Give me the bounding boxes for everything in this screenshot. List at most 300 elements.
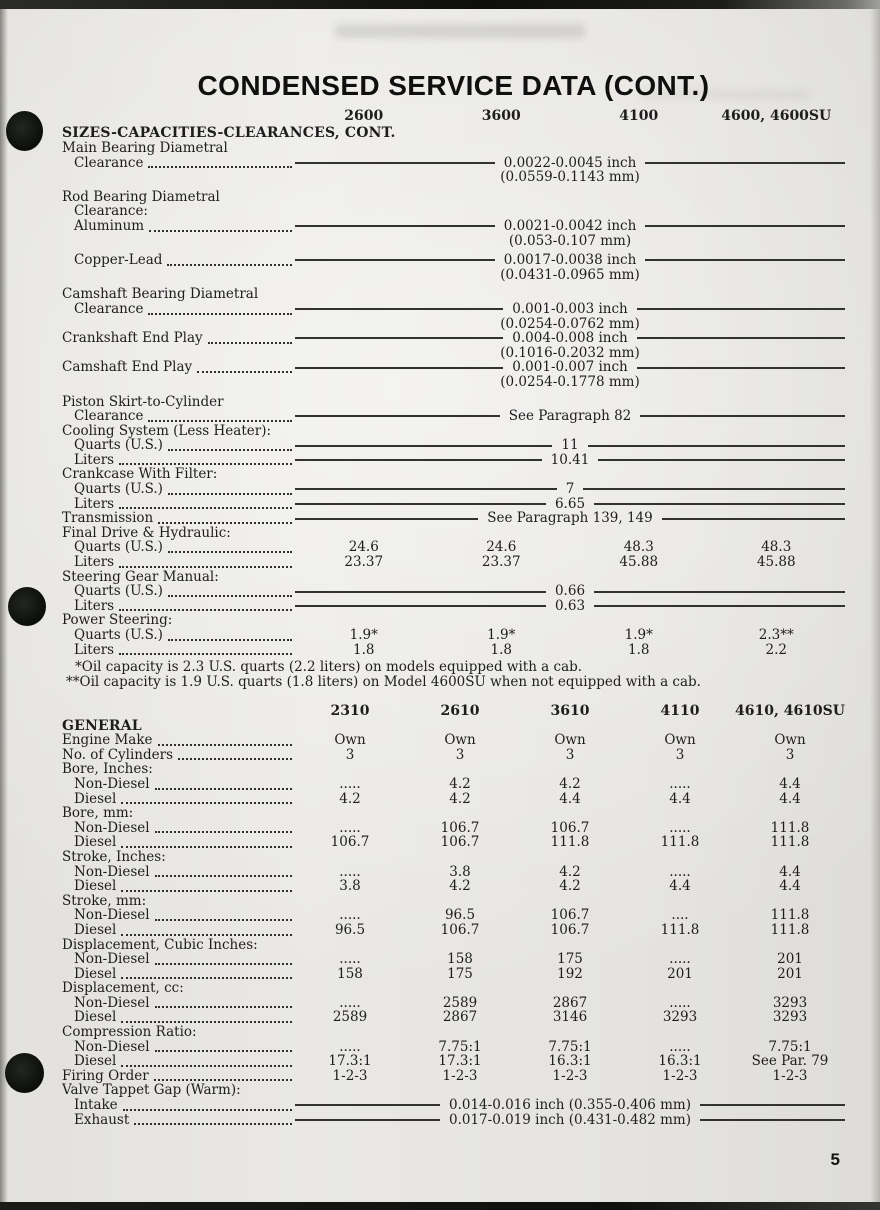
span-value-line	[295, 1113, 845, 1128]
row-label: Piston Skirt-to-Cylinder	[62, 393, 224, 410]
row-label: Non-Diesel	[74, 775, 150, 792]
header-spacer	[62, 108, 295, 124]
row-label-cell	[62, 643, 295, 658]
row-values	[295, 253, 845, 282]
cell-value: 111.8	[770, 921, 810, 938]
row-label: Diesel	[74, 921, 117, 938]
row-label: Quarts (U.S.)	[74, 583, 163, 600]
row-label-cell	[62, 555, 295, 570]
cell-value: 158	[447, 951, 473, 968]
row-label: Clearance	[74, 154, 144, 171]
row-label-cell	[62, 467, 295, 482]
span-rule	[700, 1104, 845, 1106]
row-label: Liters	[74, 597, 115, 614]
span-value: See Paragraph 82	[508, 408, 632, 425]
cell-value: .....	[339, 1038, 361, 1055]
dot-leader	[155, 919, 292, 921]
row-label: Non-Diesel	[74, 994, 150, 1011]
row-label-cell	[62, 923, 295, 938]
row-label-cell	[62, 1083, 295, 1098]
cell-value: 158	[337, 965, 363, 982]
row-label: Exhaust	[74, 1111, 130, 1128]
cell-value: 3293	[662, 1009, 698, 1026]
row-values	[295, 599, 845, 614]
row-label-cell	[62, 1113, 295, 1128]
column-header: 2310	[330, 702, 370, 719]
table-body	[62, 141, 845, 657]
table-row	[62, 511, 845, 526]
span-rule	[295, 518, 478, 520]
hole-punch	[6, 111, 43, 151]
cell-value: 1.9*	[624, 627, 653, 643]
table-row	[62, 156, 845, 185]
span-rule	[295, 1119, 440, 1121]
table-row	[62, 938, 845, 953]
column-header-row	[62, 108, 845, 124]
cell-value: 2867	[552, 994, 588, 1011]
dot-leader	[155, 831, 292, 833]
table-row	[62, 204, 845, 219]
column-header-row	[62, 703, 845, 719]
span-rule	[637, 367, 845, 369]
cell-value: Own	[444, 732, 476, 749]
span-rule	[598, 459, 845, 461]
span-rule	[700, 1119, 845, 1121]
row-label-cell	[62, 482, 295, 497]
row-label: Camshaft End Play	[62, 359, 193, 376]
row-label-cell	[62, 908, 295, 923]
row-values	[295, 996, 845, 1011]
table-row	[62, 967, 845, 982]
cell-value: 4.2	[449, 790, 471, 807]
table-row	[62, 287, 845, 302]
cell-value: 45.88	[756, 554, 796, 571]
span-rule	[594, 591, 845, 593]
cell-value: 1.8	[490, 641, 512, 658]
row-label: Cooling System (Less Heater):	[62, 422, 272, 439]
row-values	[295, 156, 845, 185]
span-value: 0.0017-0.0038 inch	[503, 252, 637, 269]
cell-value: 2867	[442, 1009, 478, 1026]
table-row	[62, 894, 845, 909]
dot-leader	[168, 493, 292, 495]
cell-value: 4.4	[559, 790, 581, 807]
dot-leader	[148, 166, 292, 168]
span-rule	[295, 162, 495, 164]
cell-value: .....	[339, 907, 361, 924]
footnote: *Oil capacity is 2.3 U.S. quarts (2.2 liters) on models equipped with a cab.	[75, 659, 583, 676]
row-values	[295, 1069, 845, 1084]
cell-value: 4.4	[779, 790, 801, 807]
row-values	[295, 511, 845, 526]
dot-leader	[155, 788, 292, 790]
cell-value: 1.9*	[349, 627, 378, 643]
table-row	[62, 453, 845, 468]
scan-edge-bottom	[0, 1202, 880, 1210]
cell-value: 106.7	[550, 921, 590, 938]
span-value: 0.017-0.019 inch (0.431-0.482 mm)	[449, 1111, 691, 1128]
table-row	[62, 628, 845, 643]
row-values	[295, 1098, 845, 1113]
table-row	[62, 1113, 845, 1128]
cell-value: 3146	[552, 1009, 588, 1026]
cell-value: 4.2	[449, 775, 471, 792]
cell-value: 48.3	[761, 539, 792, 556]
span-value: 11	[561, 437, 579, 454]
table-row	[62, 438, 845, 453]
row-values	[295, 923, 845, 938]
row-label: Quarts (U.S.)	[74, 539, 163, 556]
cell-value: 4.4	[779, 775, 801, 792]
row-label-cell	[62, 865, 295, 880]
table-row	[62, 1025, 845, 1040]
span-value: 0.0021-0.0042 inch	[503, 217, 637, 234]
row-label: Main Bearing Diametral	[62, 140, 228, 156]
dot-leader	[168, 551, 292, 553]
cell-value: 24.6	[486, 539, 517, 556]
column-header: 4100	[619, 108, 659, 124]
cell-value: 3	[675, 746, 685, 763]
column-header: 4610, 4610SU	[735, 702, 845, 719]
span-rule	[295, 1104, 440, 1106]
dot-leader	[155, 1050, 292, 1052]
table-row	[62, 923, 845, 938]
row-label-cell	[62, 967, 295, 982]
row-label: Rod Bearing Diametral	[62, 188, 220, 205]
span-value-line	[295, 302, 845, 317]
cell-value: 175	[557, 951, 583, 968]
row-values	[295, 865, 845, 880]
cell-value: 3	[565, 746, 575, 763]
metric-value: (0.0254-0.1778 mm)	[500, 373, 640, 390]
cell-value: 111.8	[550, 834, 590, 851]
cell-value: .....	[339, 819, 361, 836]
table-general	[62, 703, 845, 1128]
cell-value: 4.2	[559, 878, 581, 895]
row-label: Crankcase With Filter:	[62, 466, 218, 483]
row-label-cell	[62, 599, 295, 614]
cell-value: 7.75:1	[548, 1038, 592, 1055]
table-row	[62, 952, 845, 967]
table-row	[62, 613, 845, 628]
row-label: Non-Diesel	[74, 819, 150, 836]
cell-value: .....	[669, 775, 691, 792]
span-rule	[295, 367, 503, 369]
row-label-cell	[62, 302, 295, 317]
metric-value: (0.0431-0.0965 mm)	[500, 266, 640, 283]
row-label: Steering Gear Manual:	[62, 568, 219, 585]
metric-value: (0.0559-0.1143 mm)	[500, 169, 640, 186]
column-header: 2600	[344, 108, 384, 124]
row-label-cell	[62, 204, 295, 219]
dot-leader	[121, 890, 292, 892]
span-rule	[645, 225, 845, 227]
dot-leader	[155, 1006, 292, 1008]
row-label-cell	[62, 409, 295, 424]
row-label-cell	[62, 1025, 295, 1040]
table-row	[62, 996, 845, 1011]
row-label-cell	[62, 156, 295, 171]
footnotes	[62, 660, 845, 690]
row-label-cell	[62, 360, 295, 375]
table-row	[62, 806, 845, 821]
cell-value: 1-2-3	[772, 1067, 808, 1084]
dot-leader	[168, 595, 292, 597]
cell-value: 192	[557, 965, 583, 982]
span-value-line	[295, 438, 845, 453]
row-label: Diesel	[74, 790, 117, 807]
hole-punch	[5, 1053, 44, 1093]
cell-value: 4.4	[779, 878, 801, 895]
span-value: 0.63	[554, 597, 586, 614]
row-values	[295, 453, 845, 468]
dot-leader	[123, 1109, 292, 1111]
row-values	[295, 748, 845, 763]
span-value: See Paragraph 139, 149	[487, 510, 653, 527]
dot-leader	[148, 313, 292, 315]
table-row	[62, 253, 845, 282]
table-row	[62, 865, 845, 880]
table-row	[62, 482, 845, 497]
cell-value: 106.7	[550, 907, 590, 924]
table-row	[62, 395, 845, 410]
row-label-cell	[62, 733, 295, 748]
cell-value: ....	[671, 907, 689, 924]
row-label-cell	[62, 981, 295, 996]
span-rule	[295, 225, 495, 227]
metric-value: (0.1016-0.2032 mm)	[500, 344, 640, 361]
cell-value: 106.7	[440, 819, 480, 836]
row-label: Crankshaft End Play	[62, 330, 203, 347]
cell-value: 96.5	[444, 907, 476, 924]
row-label-cell	[62, 613, 295, 628]
row-label-cell	[62, 511, 295, 526]
cell-value: 17.3:1	[438, 1053, 482, 1070]
row-label: Stroke, Inches:	[62, 848, 166, 865]
table-row	[62, 835, 845, 850]
span-value-line	[295, 1098, 845, 1113]
cell-value: 23.37	[481, 554, 521, 571]
span-rule	[295, 445, 552, 447]
row-values	[295, 331, 845, 360]
span-rule	[295, 308, 503, 310]
cell-value: 2.2	[765, 641, 787, 658]
row-label: Diesel	[74, 878, 117, 895]
row-label: Diesel	[74, 965, 117, 982]
dot-leader	[158, 744, 292, 746]
span-rule	[594, 503, 845, 505]
row-values	[295, 733, 845, 748]
table-row	[62, 792, 845, 807]
span-value-line	[295, 497, 845, 512]
span-value-line	[295, 253, 845, 268]
table-row	[62, 643, 845, 658]
cell-value: 3	[785, 746, 795, 763]
span-rule	[295, 503, 546, 505]
cell-value: 106.7	[440, 921, 480, 938]
dot-leader	[178, 758, 292, 760]
span-rule	[662, 518, 845, 520]
table-row	[62, 1010, 845, 1025]
table-row	[62, 733, 845, 748]
dot-leader	[119, 566, 292, 568]
table-row	[62, 762, 845, 777]
span-rule	[588, 445, 845, 447]
header-spacer	[62, 703, 295, 719]
cell-value: 201	[667, 965, 693, 982]
cell-value: 111.8	[660, 834, 700, 851]
table-row	[62, 526, 845, 541]
footnote: **Oil capacity is 1.9 U.S. quarts (1.8 liters) on Model 4600SU when not equipped with a cab.	[66, 674, 701, 691]
row-values	[295, 540, 845, 555]
row-label: Displacement, cc:	[62, 980, 184, 997]
span-value: 0.001-0.007 inch	[512, 359, 628, 376]
table-row	[62, 302, 845, 331]
table-row	[62, 777, 845, 792]
span-value-line	[295, 584, 845, 599]
table-row	[62, 821, 845, 836]
row-label-cell	[62, 395, 295, 410]
row-label-cell	[62, 1010, 295, 1025]
cell-value: 1.8	[628, 641, 650, 658]
row-values	[295, 360, 845, 389]
cell-value: Own	[774, 732, 806, 749]
row-label-cell	[62, 141, 295, 156]
row-label: Final Drive & Hydraulic:	[62, 524, 231, 541]
cell-value: 3	[345, 746, 355, 763]
span-value-line	[295, 599, 845, 614]
row-label-cell	[62, 938, 295, 953]
table-row	[62, 331, 845, 360]
row-label-cell	[62, 806, 295, 821]
column-header: 4110	[660, 702, 700, 719]
span-rule	[295, 591, 546, 593]
cell-value: 4.2	[559, 775, 581, 792]
row-label-cell	[62, 219, 295, 234]
cell-value: 45.88	[619, 554, 659, 571]
span-rule	[295, 259, 495, 261]
span-value: 0.014-0.016 inch (0.355-0.406 mm)	[449, 1097, 691, 1114]
span-rule	[637, 337, 845, 339]
column-headers	[295, 703, 845, 719]
cell-value: 3	[455, 746, 465, 763]
cell-value: 3.8	[449, 863, 471, 880]
row-label-cell	[62, 850, 295, 865]
cell-value: 4.2	[559, 863, 581, 880]
row-label-cell	[62, 584, 295, 599]
dot-leader	[121, 934, 292, 936]
row-label: Power Steering:	[62, 612, 173, 629]
cell-value: .....	[339, 863, 361, 880]
dot-leader	[121, 802, 292, 804]
row-label-cell	[62, 287, 295, 302]
row-values	[295, 482, 845, 497]
dot-leader	[155, 875, 292, 877]
span-rule	[637, 308, 845, 310]
span-value: 0.66	[554, 583, 586, 600]
table-row	[62, 584, 845, 599]
cell-value: 111.8	[770, 907, 810, 924]
dot-leader	[154, 1079, 292, 1081]
dot-leader	[149, 230, 292, 232]
row-values	[295, 1010, 845, 1025]
cell-value: .....	[669, 863, 691, 880]
dot-leader	[119, 609, 292, 611]
row-label-cell	[62, 331, 295, 346]
row-values	[295, 584, 845, 599]
column-header: 3610	[550, 702, 590, 719]
row-label-cell	[62, 835, 295, 850]
dot-leader	[208, 342, 292, 344]
cell-value: 23.37	[344, 554, 384, 571]
cell-value: 4.4	[669, 790, 691, 807]
row-label: Non-Diesel	[74, 907, 150, 924]
cell-value: .....	[669, 819, 691, 836]
row-values	[295, 628, 845, 643]
row-label: Bore, Inches:	[62, 761, 153, 778]
cell-value: 201	[777, 951, 803, 968]
table-row	[62, 1054, 845, 1069]
row-values	[295, 1040, 845, 1055]
row-label: Non-Diesel	[74, 1038, 150, 1055]
dot-leader	[119, 653, 292, 655]
row-values	[295, 792, 845, 807]
row-label-cell	[62, 952, 295, 967]
table-row	[62, 748, 845, 763]
span-value-line	[295, 409, 845, 424]
row-label: Bore, mm:	[62, 805, 134, 822]
span-rule	[594, 605, 845, 607]
row-label-cell	[62, 996, 295, 1011]
table-row	[62, 981, 845, 996]
dot-leader	[167, 264, 292, 266]
cell-value: 106.7	[440, 834, 480, 851]
cell-value: 1-2-3	[552, 1067, 588, 1084]
table-sizes-capacities	[62, 108, 845, 657]
table-row	[62, 540, 845, 555]
span-value-line	[295, 511, 845, 526]
cell-value: 16.3:1	[548, 1053, 592, 1070]
span-rule	[645, 259, 845, 261]
cell-value: 17.3:1	[328, 1053, 372, 1070]
row-label-cell	[62, 777, 295, 792]
span-rule	[295, 415, 500, 417]
cell-value: 201	[777, 965, 803, 982]
row-label: Camshaft Bearing Diametral	[62, 286, 259, 303]
cell-value: .....	[339, 994, 361, 1011]
row-values	[295, 643, 845, 658]
row-values	[295, 908, 845, 923]
row-label: Liters	[74, 495, 115, 512]
cell-value: .....	[669, 951, 691, 968]
row-label: Diesel	[74, 834, 117, 851]
table-row	[62, 409, 845, 424]
row-values	[295, 497, 845, 512]
row-label: Intake	[74, 1097, 118, 1114]
row-label-cell	[62, 748, 295, 763]
table-row	[62, 141, 845, 156]
row-values	[295, 555, 845, 570]
cell-value: 2589	[442, 994, 478, 1011]
row-label-cell	[62, 1054, 295, 1069]
row-label-cell	[62, 1098, 295, 1113]
cell-value: 1-2-3	[662, 1067, 698, 1084]
row-label: Quarts (U.S.)	[74, 437, 163, 454]
page-number: 5	[830, 1150, 840, 1169]
cell-value: 1.9*	[487, 627, 516, 643]
row-label-cell	[62, 894, 295, 909]
span-value-line	[295, 156, 845, 171]
